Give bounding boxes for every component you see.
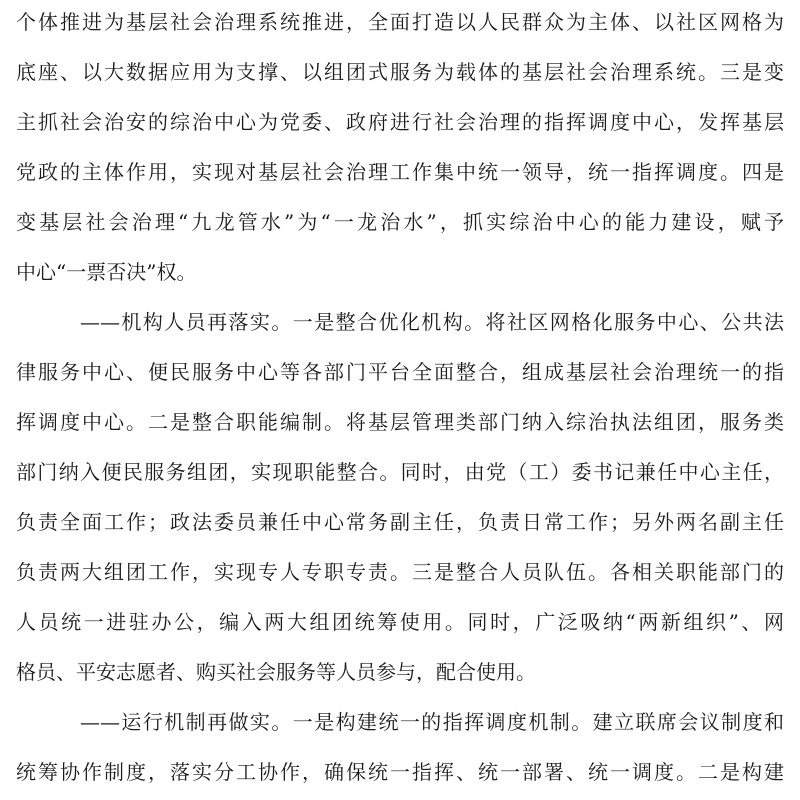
- paragraph-start-line: ——机构人员再落实。一是整合优化机构。将社区网格化服务中心、公共法: [80, 310, 784, 334]
- paragraph-start-line: ——运行机制再做实。一是构建统一的指挥调度机制。建立联席会议制度和: [80, 710, 784, 734]
- text-line: 中心“一票否决”权。: [16, 260, 197, 284]
- document-body: [16, 0, 784, 797]
- text-line: 底座、以大数据应用为支撑、以组团式服务为载体的基层社会治理系统。三是变: [16, 60, 784, 84]
- text-line: 部门纳入便民服务组团，实现职能整合。同时，由党（工）委书记兼任中心主任，: [16, 460, 784, 484]
- text-line: 主抓社会治安的综治中心为党委、政府进行社会治理的指挥调度中心，发挥基层: [16, 110, 784, 134]
- text-line: 负责两大组团工作，实现专人专职专责。三是整合人员队伍。各相关职能部门的: [16, 560, 784, 584]
- text-line: 个体推进为基层社会治理系统推进，全面打造以人民群众为主体、以社区网格为: [16, 10, 784, 34]
- text-line: 统筹协作制度，落实分工协作，确保统一指挥、统一部署、统一调度。二是构建: [16, 760, 784, 784]
- text-line: 变基层社会治理“九龙管水”为“一龙治水”，抓实综治中心的能力建设，赋予: [16, 210, 784, 234]
- text-line: 人员统一进驻办公，编入两大组团统筹使用。同时，广泛吸纳“两新组织”、网: [16, 610, 784, 634]
- text-line: 负责全面工作；政法委员兼任中心常务副主任，负责日常工作；另外两名副主任: [16, 510, 784, 534]
- text-line: 格员、平安志愿者、购买社会服务等人员参与，配合使用。: [16, 660, 536, 684]
- text-line: 律服务中心、便民服务中心等各部门平台全面整合，组成基层社会治理统一的指: [16, 360, 784, 384]
- text-line: 挥调度中心。二是整合职能编制。将基层管理类部门纳入综治执法组团，服务类: [16, 410, 784, 434]
- text-line: 党政的主体作用，实现对基层社会治理工作集中统一领导，统一指挥调度。四是: [16, 160, 784, 184]
